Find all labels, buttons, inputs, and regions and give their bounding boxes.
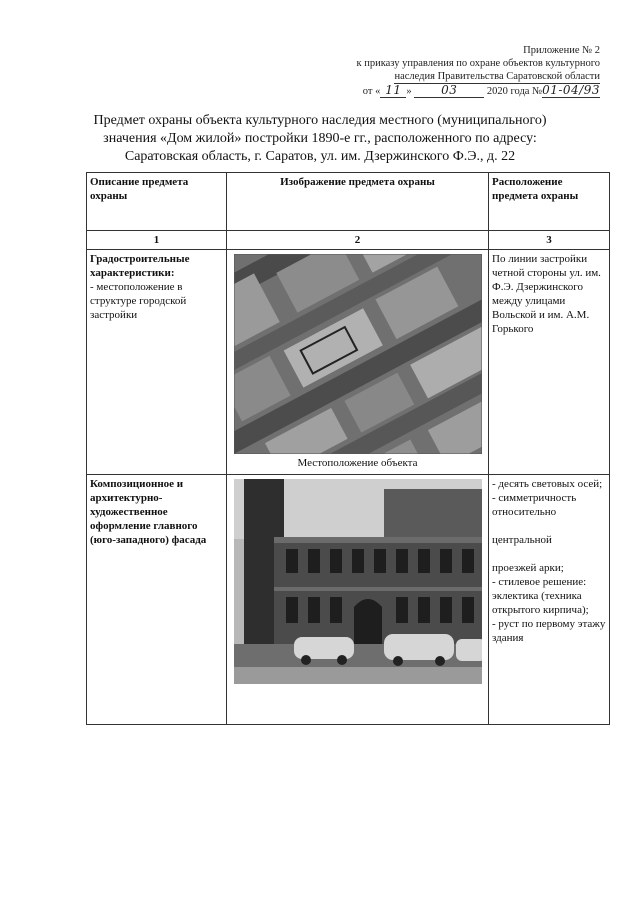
row2-image-cell	[227, 475, 489, 725]
date-mid: »	[406, 86, 412, 97]
header-location: Расположение предмета охраны	[489, 173, 610, 231]
column-number-1: 1	[87, 231, 227, 250]
row2-location-item-2: - симметричность относительно	[492, 492, 577, 518]
appendix-line3-text: наследия Правительства Саратовской области	[394, 71, 600, 82]
appendix-line3	[290, 70, 600, 84]
row2-location-gap-1	[492, 519, 606, 533]
date-year: 2020 года №	[486, 86, 543, 97]
order-number: 01-04/93	[542, 83, 600, 97]
row2-location-item-4: проезжей арки;	[492, 562, 564, 574]
facade-photo	[234, 479, 482, 684]
table-header-row	[87, 173, 610, 231]
table-row	[87, 250, 610, 475]
header-description: Описание предмета охраны	[87, 173, 227, 231]
row2-description	[87, 475, 227, 725]
row1-description-bold: Градостроительные характеристики:	[90, 253, 190, 279]
row2-location-gap-2	[492, 547, 606, 561]
row1-description	[87, 250, 227, 475]
title-line3: Саратовская область, г. Саратов, ул. им. Дзержинского Ф.Э., д. 22	[124, 149, 516, 164]
column-number-2: 2	[227, 231, 489, 250]
row2-location-item-6: - руст по первому этажу здания	[492, 618, 606, 644]
row1-image-cell	[227, 250, 489, 475]
column-number-3: 3	[489, 231, 610, 250]
row2-location-item-3: центральной	[492, 534, 552, 546]
appendix-header	[290, 44, 600, 98]
table-row	[87, 475, 610, 725]
column-number-row	[87, 231, 610, 250]
document-title	[60, 112, 580, 166]
date-month: 03	[414, 84, 484, 98]
appendix-date-line	[290, 84, 600, 98]
title-line2: значения «Дом жилой» постройки 1890-е гг., расположенного по адресу:	[103, 131, 537, 146]
aerial-photo-graphic	[234, 254, 482, 454]
row2-location-item-1: - десять световых осей;	[492, 478, 603, 490]
appendix-line1: Приложение № 2	[523, 45, 600, 56]
row1-location	[489, 250, 610, 475]
title-line1: Предмет охраны объекта культурного наследия местного (муниципального)	[93, 113, 547, 128]
row1-image-caption: Местоположение объекта	[297, 457, 418, 469]
row2-location-item-5: - стилевое решение: эклектика (техника открытого кирпича);	[492, 576, 589, 616]
facade-photo-graphic	[234, 479, 482, 684]
protection-table	[86, 172, 610, 725]
row2-location	[489, 475, 610, 725]
row2-description-bold: Композиционное и архитектурно-художественное оформление главного (юго-западного) фасада	[90, 478, 207, 546]
date-prefix: от «	[362, 86, 381, 97]
header-image: Изображение предмета охраны	[227, 173, 489, 231]
aerial-photo	[234, 254, 482, 454]
row1-description-text: - местоположение в структуре городской застройки	[90, 281, 187, 321]
date-day: 11	[380, 84, 406, 98]
row1-location-text: По линии застройки четной стороны ул. им. Ф.Э. Дзержинского между улицами Вольской и им. А.М. Горького	[492, 253, 601, 335]
appendix-line2: к приказу управления по охране объектов культурного	[356, 58, 600, 69]
